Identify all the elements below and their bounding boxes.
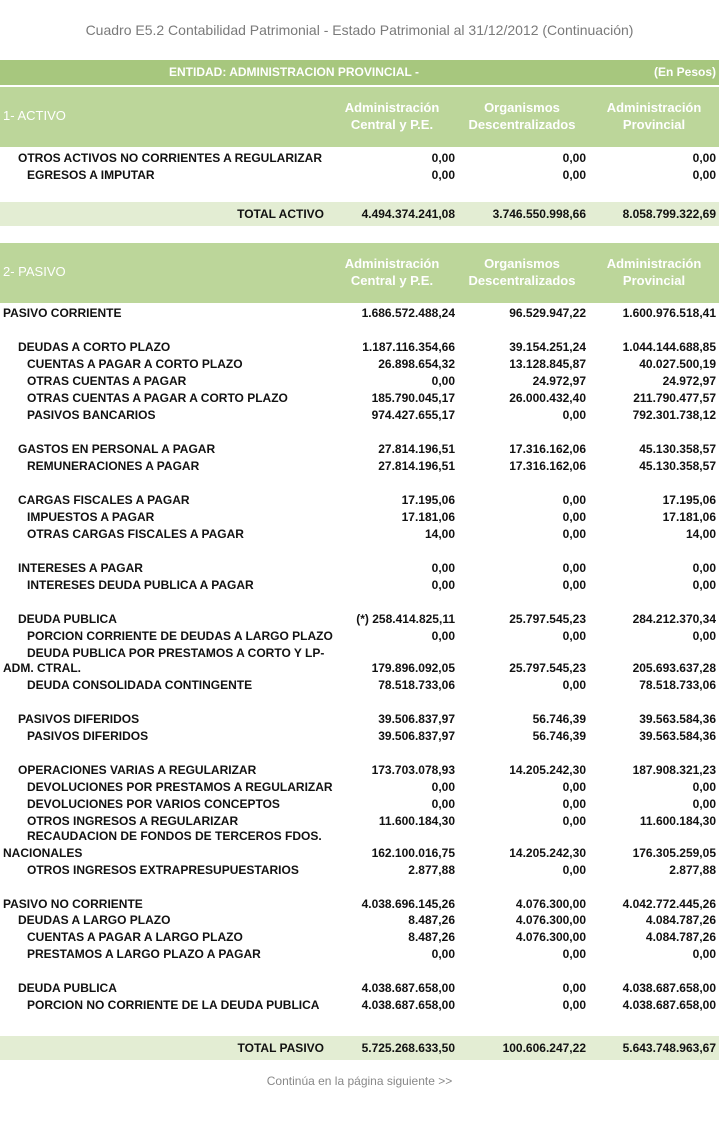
table-row bbox=[0, 305, 719, 321]
value-central: 0,00 bbox=[431, 151, 455, 165]
table-row bbox=[0, 526, 719, 542]
row-label: OTRAS CUENTAS A PAGAR A CORTO PLAZO bbox=[27, 391, 288, 405]
value-central: 974.427.655,17 bbox=[371, 408, 455, 422]
value-central: 185.790.045,17 bbox=[371, 391, 455, 405]
value-central: 17.195,06 bbox=[401, 493, 455, 507]
value-provincial: 176.305.259,05 bbox=[632, 846, 716, 860]
value-provincial: 284.212.370,34 bbox=[632, 612, 716, 626]
pasivo-title: 2- PASIVO bbox=[3, 264, 66, 279]
total-pasivo-band bbox=[0, 1036, 719, 1060]
table-row bbox=[0, 611, 719, 627]
value-provincial: 187.908.321,23 bbox=[632, 763, 716, 777]
value-organismos: 14.205.242,30 bbox=[509, 846, 586, 860]
value-central: 39.506.837,97 bbox=[378, 729, 455, 743]
table-row bbox=[0, 796, 719, 812]
value-central: 27.814.196,51 bbox=[378, 442, 455, 456]
table-row bbox=[0, 509, 719, 525]
total-activo-band bbox=[0, 202, 719, 226]
value-provincial: 39.563.584,36 bbox=[639, 712, 716, 726]
value-organismos: 0,00 bbox=[562, 998, 586, 1012]
table-row bbox=[0, 167, 719, 183]
row-label: PASIVOS DIFERIDOS bbox=[18, 712, 140, 726]
total-pasivo-provincial: 5.643.748.963,67 bbox=[622, 1041, 716, 1055]
table-row bbox=[0, 577, 719, 593]
row-label: PORCION NO CORRIENTE DE LA DEUDA PUBLICA bbox=[27, 998, 320, 1012]
table-row bbox=[0, 896, 719, 912]
row-label: DEVOLUCIONES POR VARIOS CONCEPTOS bbox=[27, 797, 280, 811]
value-provincial: 11.600.184,30 bbox=[639, 814, 716, 828]
value-organismos: 39.154.251,24 bbox=[509, 340, 586, 354]
value-provincial: 0,00 bbox=[692, 780, 716, 794]
row-label: DEUDA PUBLICA bbox=[18, 612, 117, 626]
row-label: IMPUESTOS A PAGAR bbox=[27, 510, 155, 524]
total-activo-central: 4.494.374.241,08 bbox=[361, 207, 455, 221]
value-provincial: 17.195,06 bbox=[662, 493, 716, 507]
row-label: OPERACIONES VARIAS A REGULARIZAR bbox=[18, 763, 257, 777]
table-row bbox=[0, 339, 719, 355]
table-row bbox=[0, 560, 719, 576]
value-central: 0,00 bbox=[431, 947, 455, 961]
column-header-organismos: Organismos Descentralizados bbox=[468, 100, 576, 132]
row-label: DEUDAS A CORTO PLAZO bbox=[18, 340, 171, 354]
table-row bbox=[0, 762, 719, 778]
value-central: 14,00 bbox=[424, 527, 455, 541]
value-central: 179.896.092,05 bbox=[371, 661, 455, 675]
value-provincial: 1.044.144.688,85 bbox=[622, 340, 716, 354]
table-row bbox=[0, 862, 719, 878]
table-row bbox=[0, 813, 719, 829]
total-activo-row bbox=[0, 206, 719, 222]
row-label: INTERESES DEUDA PUBLICA A PAGAR bbox=[27, 578, 254, 592]
value-organismos: 4.076.300,00 bbox=[515, 897, 586, 911]
activo-header bbox=[0, 87, 719, 147]
value-organismos: 17.316.162,06 bbox=[509, 459, 586, 473]
value-provincial: 0,00 bbox=[692, 629, 716, 643]
value-central: 8.487,26 bbox=[408, 930, 455, 944]
row-label: CUENTAS A PAGAR A LARGO PLAZO bbox=[27, 930, 243, 944]
value-central: 0,00 bbox=[431, 578, 455, 592]
table-row bbox=[0, 711, 719, 727]
activo-title: 1- ACTIVO bbox=[3, 108, 66, 123]
value-organismos: 14.205.242,30 bbox=[509, 763, 586, 777]
value-provincial: 0,00 bbox=[692, 947, 716, 961]
value-central: 0,00 bbox=[431, 780, 455, 794]
value-organismos: 0,00 bbox=[562, 629, 586, 643]
table-row bbox=[0, 779, 719, 795]
row-label: OTRAS CARGAS FISCALES A PAGAR bbox=[27, 527, 244, 541]
table-row bbox=[0, 929, 719, 945]
value-organismos: 0,00 bbox=[562, 578, 586, 592]
value-organismos: 0,00 bbox=[562, 561, 586, 575]
value-provincial: 0,00 bbox=[692, 561, 716, 575]
row-label: OTROS ACTIVOS NO CORRIENTES A REGULARIZAR bbox=[18, 151, 323, 165]
table-row bbox=[0, 492, 719, 508]
value-organismos: 25.797.545,23 bbox=[509, 612, 586, 626]
value-central: 0,00 bbox=[431, 374, 455, 388]
value-central: 1.686.572.488,24 bbox=[361, 306, 455, 320]
value-central: (*) 258.414.825,11 bbox=[356, 612, 455, 626]
row-label: DEUDAS A LARGO PLAZO bbox=[18, 913, 171, 927]
value-central: 39.506.837,97 bbox=[378, 712, 455, 726]
row-label: PASIVOS DIFERIDOS bbox=[27, 729, 149, 743]
value-central: 26.898.654,32 bbox=[378, 357, 455, 371]
row-label: EGRESOS A IMPUTAR bbox=[27, 168, 155, 182]
value-central: 0,00 bbox=[431, 168, 455, 182]
value-provincial: 4.084.787,26 bbox=[645, 930, 716, 944]
entity-header bbox=[0, 60, 719, 85]
total-pasivo-label: TOTAL PASIVO bbox=[237, 1041, 324, 1055]
value-provincial: 17.181,06 bbox=[662, 510, 716, 524]
pasivo-header bbox=[0, 243, 719, 303]
table-row bbox=[0, 946, 719, 962]
value-central: 78.518.733,06 bbox=[378, 678, 455, 692]
column-header-organismos: Organismos Descentralizados bbox=[468, 256, 576, 288]
row-label: DEUDA PUBLICA bbox=[18, 981, 117, 995]
table-row bbox=[0, 728, 719, 744]
table-row bbox=[0, 373, 719, 389]
value-organismos: 26.000.432,40 bbox=[509, 391, 586, 405]
table-row bbox=[0, 645, 719, 661]
page-title: Cuadro E5.2 Contabilidad Patrimonial - Estado Patrimonial al 31/12/2012 (Continuación) bbox=[85, 22, 634, 38]
total-pasivo-row bbox=[0, 1040, 719, 1056]
table-row bbox=[0, 356, 719, 372]
table-row bbox=[0, 912, 719, 928]
column-header-provincial: Administración Provincial bbox=[606, 256, 702, 288]
value-central: 1.187.116.354,66 bbox=[362, 340, 455, 354]
value-provincial: 4.042.772.445,26 bbox=[622, 897, 716, 911]
value-central: 27.814.196,51 bbox=[378, 459, 455, 473]
value-organismos: 0,00 bbox=[562, 527, 586, 541]
value-organismos: 0,00 bbox=[562, 151, 586, 165]
value-central: 0,00 bbox=[431, 561, 455, 575]
value-organismos: 0,00 bbox=[562, 981, 586, 995]
row-label: RECAUDACION DE FONDOS DE TERCEROS FDOS. bbox=[27, 829, 322, 843]
value-organismos: 13.128.845,87 bbox=[509, 357, 586, 371]
value-provincial: 45.130.358,57 bbox=[639, 459, 716, 473]
row-label: NACIONALES bbox=[3, 846, 83, 860]
value-organismos: 24.972,97 bbox=[532, 374, 586, 388]
value-provincial: 45.130.358,57 bbox=[639, 442, 716, 456]
value-provincial: 4.038.687.658,00 bbox=[622, 981, 716, 995]
value-central: 8.487,26 bbox=[408, 913, 455, 927]
table-row bbox=[0, 845, 719, 861]
value-central: 11.600.184,30 bbox=[378, 814, 455, 828]
value-organismos: 0,00 bbox=[562, 168, 586, 182]
value-organismos: 4.076.300,00 bbox=[515, 913, 586, 927]
row-label: DEUDA PUBLICA POR PRESTAMOS A CORTO Y LP- bbox=[27, 646, 325, 660]
row-label: INTERESES A PAGAR bbox=[18, 561, 143, 575]
value-provincial: 0,00 bbox=[692, 168, 716, 182]
value-organismos: 0,00 bbox=[562, 814, 586, 828]
table-row bbox=[0, 660, 719, 676]
value-organismos: 17.316.162,06 bbox=[509, 442, 586, 456]
table-row bbox=[0, 628, 719, 644]
table-row bbox=[0, 677, 719, 693]
row-label: DEUDA CONSOLIDADA CONTINGENTE bbox=[27, 678, 253, 692]
row-label: PASIVO NO CORRIENTE bbox=[3, 897, 143, 911]
table-row bbox=[0, 828, 719, 844]
total-pasivo-organismos: 100.606.247,22 bbox=[502, 1041, 586, 1055]
value-provincial: 0,00 bbox=[692, 151, 716, 165]
column-header-central: Administración Central y P.E. bbox=[344, 256, 440, 288]
table-row bbox=[0, 390, 719, 406]
value-provincial: 14,00 bbox=[685, 527, 716, 541]
value-organismos: 0,00 bbox=[562, 678, 586, 692]
value-organismos: 0,00 bbox=[562, 493, 586, 507]
table-row bbox=[0, 997, 719, 1013]
value-provincial: 211.790.477,57 bbox=[633, 391, 716, 405]
column-header-provincial: Administración Provincial bbox=[606, 100, 702, 132]
value-provincial: 40.027.500,19 bbox=[639, 357, 716, 371]
total-pasivo-central: 5.725.268.633,50 bbox=[361, 1041, 455, 1055]
value-provincial: 78.518.733,06 bbox=[639, 678, 716, 692]
value-provincial: 2.877,88 bbox=[669, 863, 716, 877]
row-label: OTROS INGRESOS A REGULARIZAR bbox=[27, 814, 239, 828]
value-organismos: 0,00 bbox=[562, 797, 586, 811]
value-organismos: 56.746,39 bbox=[532, 729, 586, 743]
table-row bbox=[0, 458, 719, 474]
value-provincial: 24.972,97 bbox=[662, 374, 716, 388]
value-central: 4.038.687.658,00 bbox=[361, 998, 455, 1012]
total-activo-label: TOTAL ACTIVO bbox=[237, 207, 324, 221]
row-label: CUENTAS A PAGAR A CORTO PLAZO bbox=[27, 357, 243, 371]
table-row bbox=[0, 441, 719, 457]
value-organismos: 0,00 bbox=[562, 863, 586, 877]
value-central: 2.877,88 bbox=[408, 863, 455, 877]
row-label: OTRAS CUENTAS A PAGAR bbox=[27, 374, 187, 388]
value-central: 0,00 bbox=[431, 797, 455, 811]
value-central: 162.100.016,75 bbox=[371, 846, 455, 860]
row-label: ADM. CTRAL. bbox=[3, 661, 81, 675]
value-organismos: 25.797.545,23 bbox=[509, 661, 586, 675]
value-central: 4.038.696.145,26 bbox=[361, 897, 455, 911]
value-organismos: 96.529.947,22 bbox=[509, 306, 586, 320]
total-activo-organismos: 3.746.550.998,66 bbox=[492, 207, 586, 221]
value-provincial: 4.084.787,26 bbox=[645, 913, 716, 927]
row-label: PRESTAMOS A LARGO PLAZO A PAGAR bbox=[27, 947, 261, 961]
value-provincial: 4.038.687.658,00 bbox=[622, 998, 716, 1012]
row-label: REMUNERACIONES A PAGAR bbox=[27, 459, 200, 473]
value-provincial: 0,00 bbox=[692, 578, 716, 592]
table-row bbox=[0, 150, 719, 166]
value-provincial: 1.600.976.518,41 bbox=[622, 306, 716, 320]
row-label: PORCION CORRIENTE DE DEUDAS A LARGO PLAZO bbox=[27, 629, 333, 643]
value-organismos: 0,00 bbox=[562, 510, 586, 524]
table-row bbox=[0, 980, 719, 996]
continue-note: Continúa en la página siguiente >> bbox=[266, 1074, 453, 1088]
value-organismos: 0,00 bbox=[562, 408, 586, 422]
row-label: GASTOS EN PERSONAL A PAGAR bbox=[18, 442, 216, 456]
value-central: 17.181,06 bbox=[401, 510, 455, 524]
row-label: OTROS INGRESOS EXTRAPRESUPUESTARIOS bbox=[27, 863, 299, 877]
value-provincial: 39.563.584,36 bbox=[639, 729, 716, 743]
value-central: 173.703.078,93 bbox=[371, 763, 455, 777]
table-row bbox=[0, 407, 719, 423]
row-label: DEVOLUCIONES POR PRESTAMOS A REGULARIZAR bbox=[27, 780, 333, 794]
unit-label: (En Pesos) bbox=[653, 65, 716, 79]
row-label: CARGAS FISCALES A PAGAR bbox=[18, 493, 190, 507]
column-header-central: Administración Central y P.E. bbox=[344, 100, 440, 132]
value-provincial: 0,00 bbox=[692, 797, 716, 811]
value-central: 4.038.687.658,00 bbox=[361, 981, 455, 995]
value-provincial: 792.301.738,12 bbox=[632, 408, 716, 422]
total-activo-provincial: 8.058.799.322,69 bbox=[622, 207, 716, 221]
value-organismos: 0,00 bbox=[562, 947, 586, 961]
row-label: PASIVO CORRIENTE bbox=[3, 306, 122, 320]
row-label: PASIVOS BANCARIOS bbox=[27, 408, 156, 422]
value-organismos: 0,00 bbox=[562, 780, 586, 794]
value-organismos: 4.076.300,00 bbox=[515, 930, 586, 944]
value-central: 0,00 bbox=[431, 629, 455, 643]
value-provincial: 205.693.637,28 bbox=[632, 661, 716, 675]
entity-label: ENTIDAD: ADMINISTRACION PROVINCIAL - bbox=[169, 65, 419, 79]
value-organismos: 56.746,39 bbox=[532, 712, 586, 726]
